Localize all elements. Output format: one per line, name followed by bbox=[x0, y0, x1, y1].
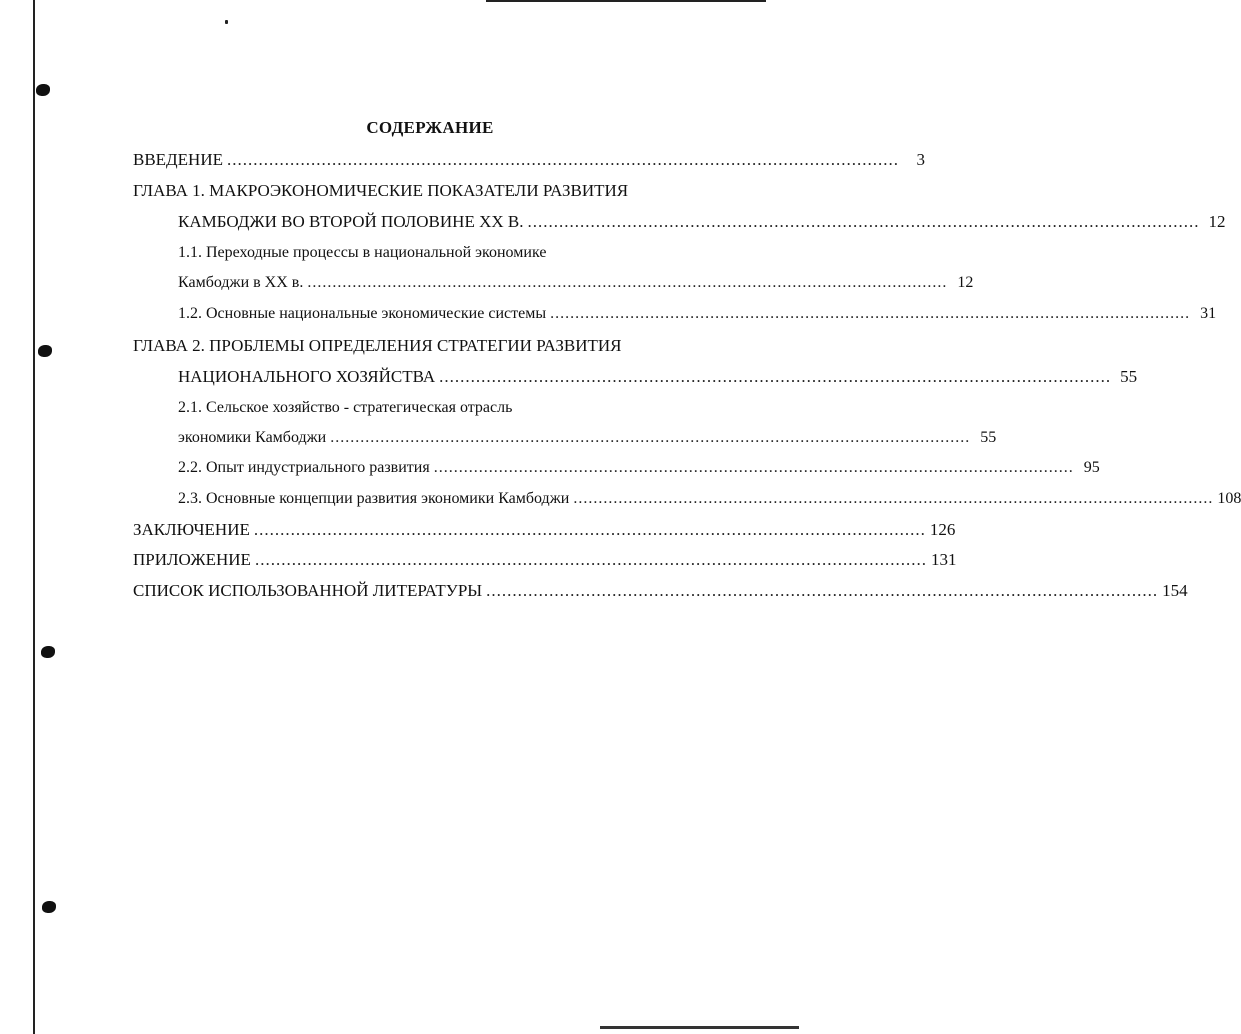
leader-dots: ................................................................................................................................ bbox=[439, 367, 1112, 386]
leader-dots: ................................................................................................................................ bbox=[433, 459, 1074, 476]
scan-edge-left bbox=[33, 0, 35, 1034]
toc-entry-references bbox=[133, 581, 1188, 601]
toc-page-number: 3 bbox=[916, 150, 925, 169]
toc-label: 2.3. Основные концепции развития экономики Камбоджи bbox=[178, 490, 570, 507]
scan-edge-bottom bbox=[600, 1026, 799, 1029]
toc-label: КАМБОДЖИ ВО ВТОРОЙ ПОЛОВИНЕ XX В. bbox=[178, 212, 524, 231]
binder-hole-mark bbox=[36, 84, 50, 96]
scan-speck bbox=[225, 20, 228, 24]
leader-dots: ................................................................................................................................ bbox=[550, 305, 1191, 322]
binder-hole-mark bbox=[38, 345, 52, 357]
toc-entry-conclusion bbox=[133, 520, 956, 540]
toc-entry-section-2-1 bbox=[178, 429, 997, 447]
toc-page-number: 154 bbox=[1162, 581, 1188, 600]
leader-dots: ................................................................................................................................ bbox=[226, 150, 899, 169]
toc-page-number: 95 bbox=[1083, 459, 1100, 476]
toc-entry-section-1-2 bbox=[178, 305, 1217, 323]
toc-entry-section-1-1 bbox=[178, 274, 974, 292]
toc-entry-intro bbox=[133, 150, 925, 170]
toc-label: СПИСОК ИСПОЛЬЗОВАННОЙ ЛИТЕРАТУРЫ bbox=[133, 581, 483, 600]
leader-dots: ................................................................................................................................ bbox=[330, 429, 971, 446]
toc-entry-chapter2 bbox=[178, 367, 1138, 387]
toc-label: 1.2. Основные национальные экономические системы bbox=[178, 305, 547, 322]
toc-entry-chapter1 bbox=[178, 212, 1226, 232]
binder-hole-mark bbox=[42, 901, 56, 913]
toc-entry-section-2-2 bbox=[178, 459, 1100, 477]
leader-dots: ................................................................................................................................ bbox=[486, 581, 1159, 600]
toc-chapter1-line1: ГЛАВА 1. МАКРОЭКОНОМИЧЕСКИЕ ПОКАЗАТЕЛИ РАЗВИТИЯ bbox=[133, 181, 629, 200]
toc-page-number: 12 bbox=[1208, 212, 1226, 231]
page-title: СОДЕРЖАНИЕ bbox=[366, 118, 494, 137]
toc-section-1-1-line1: 1.1. Переходные процессы в национальной экономике bbox=[178, 244, 547, 261]
toc-page-number: 31 bbox=[1200, 305, 1217, 322]
toc-label: 2.2. Опыт индустриального развития bbox=[178, 459, 430, 476]
toc-label: Камбоджи в XX в. bbox=[178, 274, 304, 291]
toc-page-number: 108 bbox=[1217, 490, 1241, 507]
scan-edge-top bbox=[486, 0, 766, 2]
toc-label: НАЦИОНАЛЬНОГО ХОЗЯЙСТВА bbox=[178, 367, 436, 386]
leader-dots: ................................................................................................................................ bbox=[527, 212, 1200, 231]
toc-section-2-1-line1: 2.1. Сельское хозяйство - стратегическая отрасль bbox=[178, 399, 513, 416]
binder-hole-mark bbox=[41, 646, 55, 658]
toc-page-number: 131 bbox=[930, 550, 957, 569]
toc-page-number: 12 bbox=[957, 274, 974, 291]
toc-label: ЗАКЛЮЧЕНИЕ bbox=[133, 520, 250, 539]
toc-page-number: 55 bbox=[1120, 367, 1138, 386]
toc-entry-section-2-3 bbox=[178, 490, 1241, 508]
toc-page-number: 126 bbox=[929, 520, 956, 539]
leader-dots: ................................................................................................................................ bbox=[307, 274, 948, 291]
toc-label: ВВЕДЕНИЕ bbox=[133, 150, 223, 169]
leader-dots: ................................................................................................................................ bbox=[254, 550, 927, 569]
toc-label: экономики Камбоджи bbox=[178, 429, 327, 446]
toc-page-number: 55 bbox=[980, 429, 997, 446]
leader-dots: ................................................................................................................................ bbox=[573, 490, 1214, 507]
leader-dots: ................................................................................................................................ bbox=[253, 520, 926, 539]
toc-chapter2-line1: ГЛАВА 2. ПРОБЛЕМЫ ОПРЕДЕЛЕНИЯ СТРАТЕГИИ РАЗВИТИЯ bbox=[133, 336, 622, 355]
toc-label: ПРИЛОЖЕНИЕ bbox=[133, 550, 251, 569]
toc-entry-appendix bbox=[133, 550, 957, 570]
